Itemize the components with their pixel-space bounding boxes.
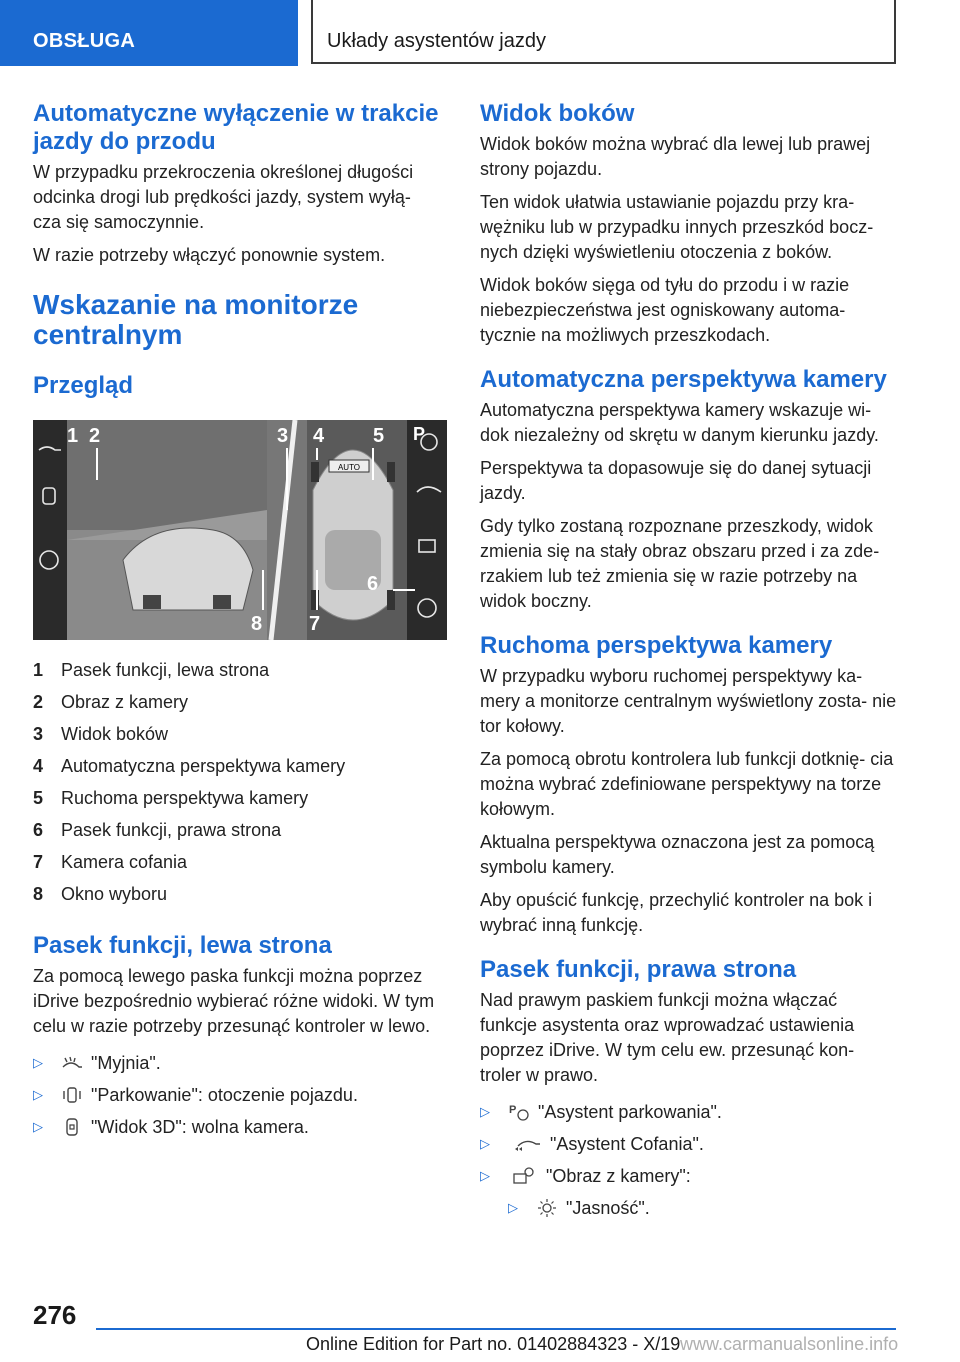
list-item: ▷ "Parkowanie": otoczenie pojazdu. <box>33 1079 443 1111</box>
legend-item: 2 Obraz z kamery <box>33 692 189 712</box>
triangle-bullet-icon: ▷ <box>480 1104 490 1119</box>
svg-text:AUTO: AUTO <box>337 463 361 472</box>
figure-legend <box>33 654 443 910</box>
svg-text:P: P <box>413 424 426 444</box>
reversing-assistant-icon <box>508 1134 542 1154</box>
heading-right-bar: Pasek funkcji, prawa strona <box>480 956 797 983</box>
list-item: ▷ P "Asystent parkowania". <box>480 1096 898 1128</box>
left-bar-bullets <box>33 1047 443 1143</box>
heading-auto-perspective: Automatyczna perspektywa kamery <box>480 366 887 393</box>
heading-moving-perspective: Ruchoma perspektywa kamery <box>480 632 833 659</box>
heading-side-view: Widok boków <box>480 100 635 127</box>
brightness-icon <box>536 1198 558 1218</box>
para-side-3: Widok boków sięga od tyłu do przodu i w razie niebezpieczeństwa jest ogniskowany automa- tycznie na możliwych przeszkodach. <box>480 275 850 345</box>
legend-item: 5 Ruchoma perspektywa kamery <box>33 788 309 808</box>
heading-left-bar: Pasek funkcji, lewa strona <box>33 932 332 959</box>
heading-monitor: Wskazanie na monitorze centralnym <box>33 289 359 350</box>
page-header <box>0 0 960 66</box>
right-column <box>480 100 898 1224</box>
svg-text:4: 4 <box>313 425 325 447</box>
svg-text:3: 3 <box>277 425 289 447</box>
page-number: 276 <box>33 1300 77 1330</box>
legend-item: 3 Widok boków <box>33 724 169 744</box>
para-auto-off-2: W razie potrzeby włączyć ponownie system. <box>33 245 386 265</box>
para-moving-3: Aktualna perspektywa oznaczona jest za pomocą symbolu kamery. <box>480 832 875 877</box>
parking-surroundings-icon <box>61 1085 83 1105</box>
triangle-bullet-icon: ▷ <box>480 1136 490 1151</box>
list-item: ▷ "Myjnia". <box>33 1047 443 1079</box>
para-auto-persp-2: Perspektywa ta dopasowuje się do danej sytuacji jazdy. <box>480 458 872 503</box>
heading-overview: Przegląd <box>33 372 134 399</box>
svg-text:2: 2 <box>89 425 101 447</box>
parking-assistant-icon <box>508 1102 530 1122</box>
svg-text:7: 7 <box>309 613 321 635</box>
para-moving-2: Za pomocą obrotu kontrolera lub funkcji dotknię- cia można wybrać zdefiniowane perspektywy na torze kołowym. <box>480 749 894 819</box>
para-auto-off-1: W przypadku przekroczenia określonej długości odcinka drogi lub prędkości jazdy, system wyłą- cza się samoczynnie. <box>33 162 414 232</box>
para-moving-4: Aby opuścić funkcję, przechylić kontroler na bok i wybrać inną funkcję. <box>480 890 873 935</box>
para-moving-1: W przypadku wyboru ruchomej perspektywy ka- mery a monitorze centralnym wyświetlony zosta- nie tor kołowy. <box>480 666 897 736</box>
svg-text:1: 1 <box>67 425 79 447</box>
para-auto-persp-3: Gdy tylko zostaną rozpoznane przeszkody, widok zmienia się na stały obraz obszaru przed i za zde- rzakiem lub też zmienia się w razie potrzeby na widok boczny. <box>480 516 880 611</box>
right-function-bar <box>407 420 447 640</box>
list-item: ▷ "Asystent Cofania". <box>480 1128 898 1160</box>
left-column <box>33 100 443 1143</box>
svg-text:6: 6 <box>367 573 379 595</box>
list-item: ▷ "Widok 3D": wolna kamera. <box>33 1111 443 1143</box>
triangle-bullet-icon: ▷ <box>33 1055 43 1070</box>
triangle-bullet-icon: ▷ <box>480 1168 490 1183</box>
svg-text:8: 8 <box>251 613 263 635</box>
para-right-bar: Nad prawym paskiem funkcji można włączać funkcje asystenta oraz wprowadzać ustawienia poprzez iDrive. W tym celu ew. przesunąć kon- troler w prawo. <box>480 990 855 1085</box>
chapter-title: Układy asystentów jazdy <box>311 0 896 64</box>
para-side-2: Ten widok ułatwia ustawianie pojazdu przy kra- wężniku lub w przypadku innych przeszkód bocz- nych dzięki wyświetleniu otoczenia z boków. <box>480 192 874 262</box>
para-side-1: Widok boków można wybrać dla lewej lub prawej strony pojazdu. <box>480 134 871 179</box>
triangle-bullet-icon: ▷ <box>33 1119 43 1134</box>
camera-display-figure <box>33 420 447 640</box>
camera-display-illustration <box>33 420 447 640</box>
svg-text:P: P <box>509 1104 517 1116</box>
legend-item: 8 Okno wyboru <box>33 884 168 904</box>
section-tab: OBSŁUGA <box>0 0 298 66</box>
car-wash-icon <box>61 1053 83 1073</box>
para-auto-persp-1: Automatyczna perspektywa kamery wskazuje wi- dok niezależny od skrętu w danym kierunku jazdy. <box>480 400 879 445</box>
triangle-bullet-icon: ▷ <box>33 1087 43 1102</box>
legend-item: 4 Automatyczna perspektywa kamery <box>33 756 346 776</box>
left-function-bar <box>33 420 67 640</box>
legend-item: 6 Pasek funkcji, prawa strona <box>33 820 282 840</box>
heading-auto-off: Automatyczne wyłączenie w trakcie jazdy do przodu <box>33 100 439 155</box>
triangle-bullet-icon: ▷ <box>508 1200 518 1215</box>
view-3d-icon <box>61 1117 83 1137</box>
svg-text:5: 5 <box>373 425 385 447</box>
legend-item: 7 Kamera cofania <box>33 852 188 872</box>
para-left-bar: Za pomocą lewego paska funkcji można poprzez iDrive bezpośrednio wybierać różne widoki. W tym celu w razie potrzeby przesunąć kontroler w lewo. <box>33 966 435 1036</box>
footer-divider <box>96 1328 896 1330</box>
list-item: ▷ "Obraz z kamery": <box>480 1160 898 1192</box>
watermark: www.carmanualsonline.info <box>680 1334 899 1354</box>
camera-image-icon <box>508 1166 538 1186</box>
legend-item: 1 Pasek funkcji, lewa strona <box>33 660 270 680</box>
footer-edition: Online Edition for Part no. 01402884323 - X/19 <box>306 1334 681 1354</box>
list-item: ▷ "Jasność". <box>480 1192 898 1224</box>
right-bar-bullets <box>480 1096 898 1224</box>
